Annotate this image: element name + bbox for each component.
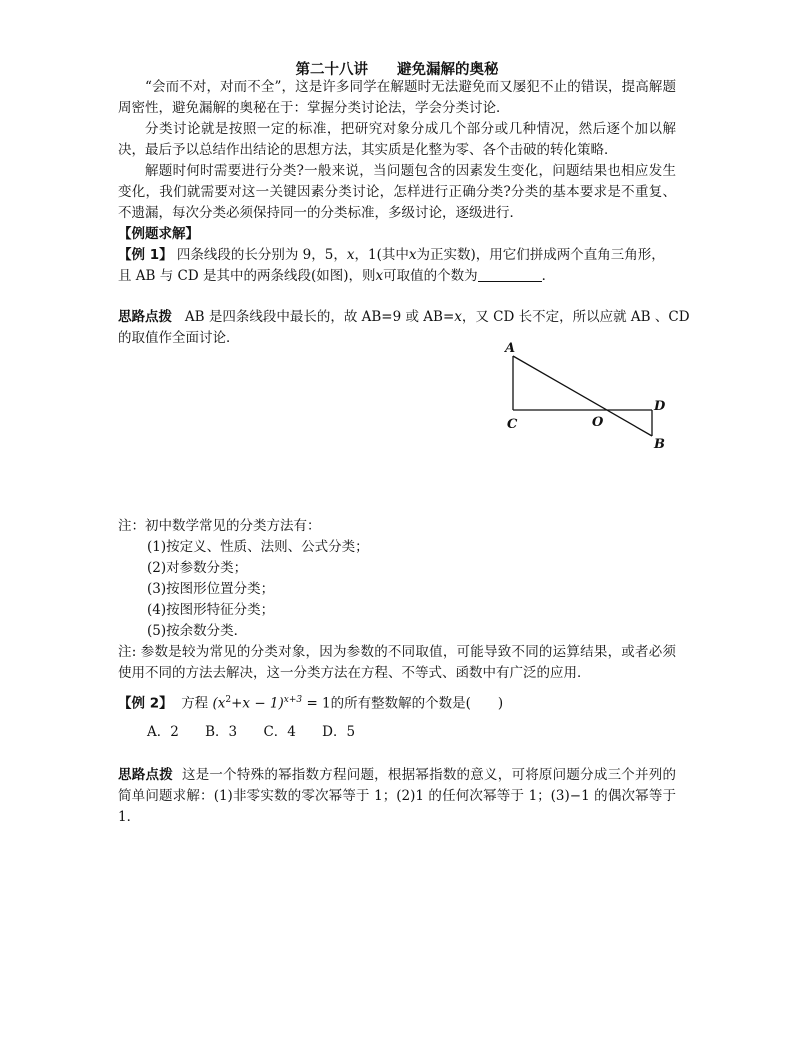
example-1-line2-a: 且 AB 与 CD 是其中的两条线段(如图)，则 [118, 268, 376, 284]
hint-1-var-x: x [454, 309, 462, 325]
triangle-diagram [498, 336, 678, 456]
example-1-var-x3: x [375, 268, 384, 284]
page-title: 第二十八讲 避免漏解的奥秘 [295, 62, 499, 78]
example-2-post: = 1的所有整数解的个数是( ) [306, 695, 504, 712]
example-2-square: 2 [225, 695, 232, 705]
example-2-exponent: x+3 [283, 695, 303, 705]
choice-b: B．3 [205, 724, 238, 740]
intro-paragraph-3: 解题时何时需要进行分类?一般来说，当问题包含的因素发生变化，问题结果也相应发生变化，我们就需要对这一关键因素分类讨论，怎样进行正确分类?分类的基本要求是不重复、不遗漏，每次分类必须保持同一的分类标准，多级讨论，逐级进行． [118, 163, 676, 221]
example-1-line-2 [118, 266, 555, 287]
hint-2 [118, 765, 676, 828]
example-1-line2-end: ． [541, 268, 556, 284]
example-2-base: (x [212, 695, 226, 712]
example-2-label: 【例 2】 [118, 695, 173, 712]
choice-d: D．5 [322, 724, 356, 740]
example-2-line [118, 690, 503, 715]
note-1-item: (2)对参数分类； [147, 560, 248, 576]
section-heading: 【例题求解】 [118, 226, 199, 242]
hint-1-line-2: 的取值作全面讨论． [118, 330, 240, 346]
example-1-line2-b: 可取值的个数为 [383, 268, 478, 284]
intro-paragraph-1: “会而不对，对而不全”，这是许多同学在解题时无法避免而又屡犯不止的错误，提高解题周密性，避免漏解的奥秘在于：掌握分类讨论法，学会分类讨论． [118, 79, 676, 116]
example-1-var-x2: x [408, 247, 417, 263]
example-1-text-c: 为正实数)，用它们拼成两个直角三角形， [416, 247, 665, 263]
hint-2-label: 思路点拨 [118, 767, 173, 783]
segment-ab [513, 356, 652, 436]
note-1-item: (4)按图形特征分类； [147, 602, 275, 618]
answer-blank [478, 267, 542, 282]
hint-1-text-a: AB 是四条线段中最长的，故 AB=9 或 AB= [184, 309, 455, 325]
label-d: D [654, 399, 666, 414]
label-a: A [505, 341, 516, 356]
note-1-item: (3)按图形位置分类； [147, 581, 275, 597]
note-1-item: (1)按定义、性质、法则、公式分类； [147, 539, 369, 555]
label-o: O [592, 415, 604, 430]
example-1-line-1 [118, 245, 665, 266]
intro-paragraph-2: 分类讨论就是按照一定的标准，把研究对象分成几个部分或几种情况，然后逐个加以解决，最后予以总结作出结论的思想方法，其实质是化整为零、各个击破的转化策略． [118, 121, 676, 158]
example-2-choices [147, 722, 377, 743]
example-2-pre: 方程 [181, 695, 209, 712]
hint-2-text: 这是一个特殊的幂指数方程问题，根据幂指数的意义，可将原问题分成三个并列的简单问题求解：(1)非零实数的零次幂等于 1；(2)1 的任何次幂等于 1；(3)−1 的偶次幂等于 1． [118, 767, 676, 825]
note-1-item: (5)按余数分类． [147, 623, 248, 639]
choice-a: A．2 [147, 724, 179, 740]
note-2: 注: 参数是较为常见的分类对象，因为参数的不同取值，可能导致不同的运算结果，或者必须使用不同的方法去解决，这一分类方法在方程、不等式、函数中有广泛的应用． [118, 644, 676, 681]
example-1-var-x: x [346, 247, 355, 263]
example-2-base-rest: +x − 1) [231, 695, 284, 712]
label-b: B [654, 437, 665, 452]
hint-1-line-1 [118, 307, 690, 328]
hint-1-text-b: ，又 CD 长不定，所以应就 AB 、CD [461, 309, 690, 325]
note-1-head: 注：初中数学常见的分类方法有： [118, 518, 321, 534]
label-c: C [507, 417, 518, 432]
example-1-text-b: ，1(其中 [354, 247, 409, 263]
example-1-text-a: 四条线段的长分别为 9，5， [176, 247, 347, 263]
hint-1-label: 思路点拨 [118, 309, 172, 325]
choice-c: C．4 [263, 724, 296, 740]
example-1-label: 【例 1】 [118, 247, 173, 263]
